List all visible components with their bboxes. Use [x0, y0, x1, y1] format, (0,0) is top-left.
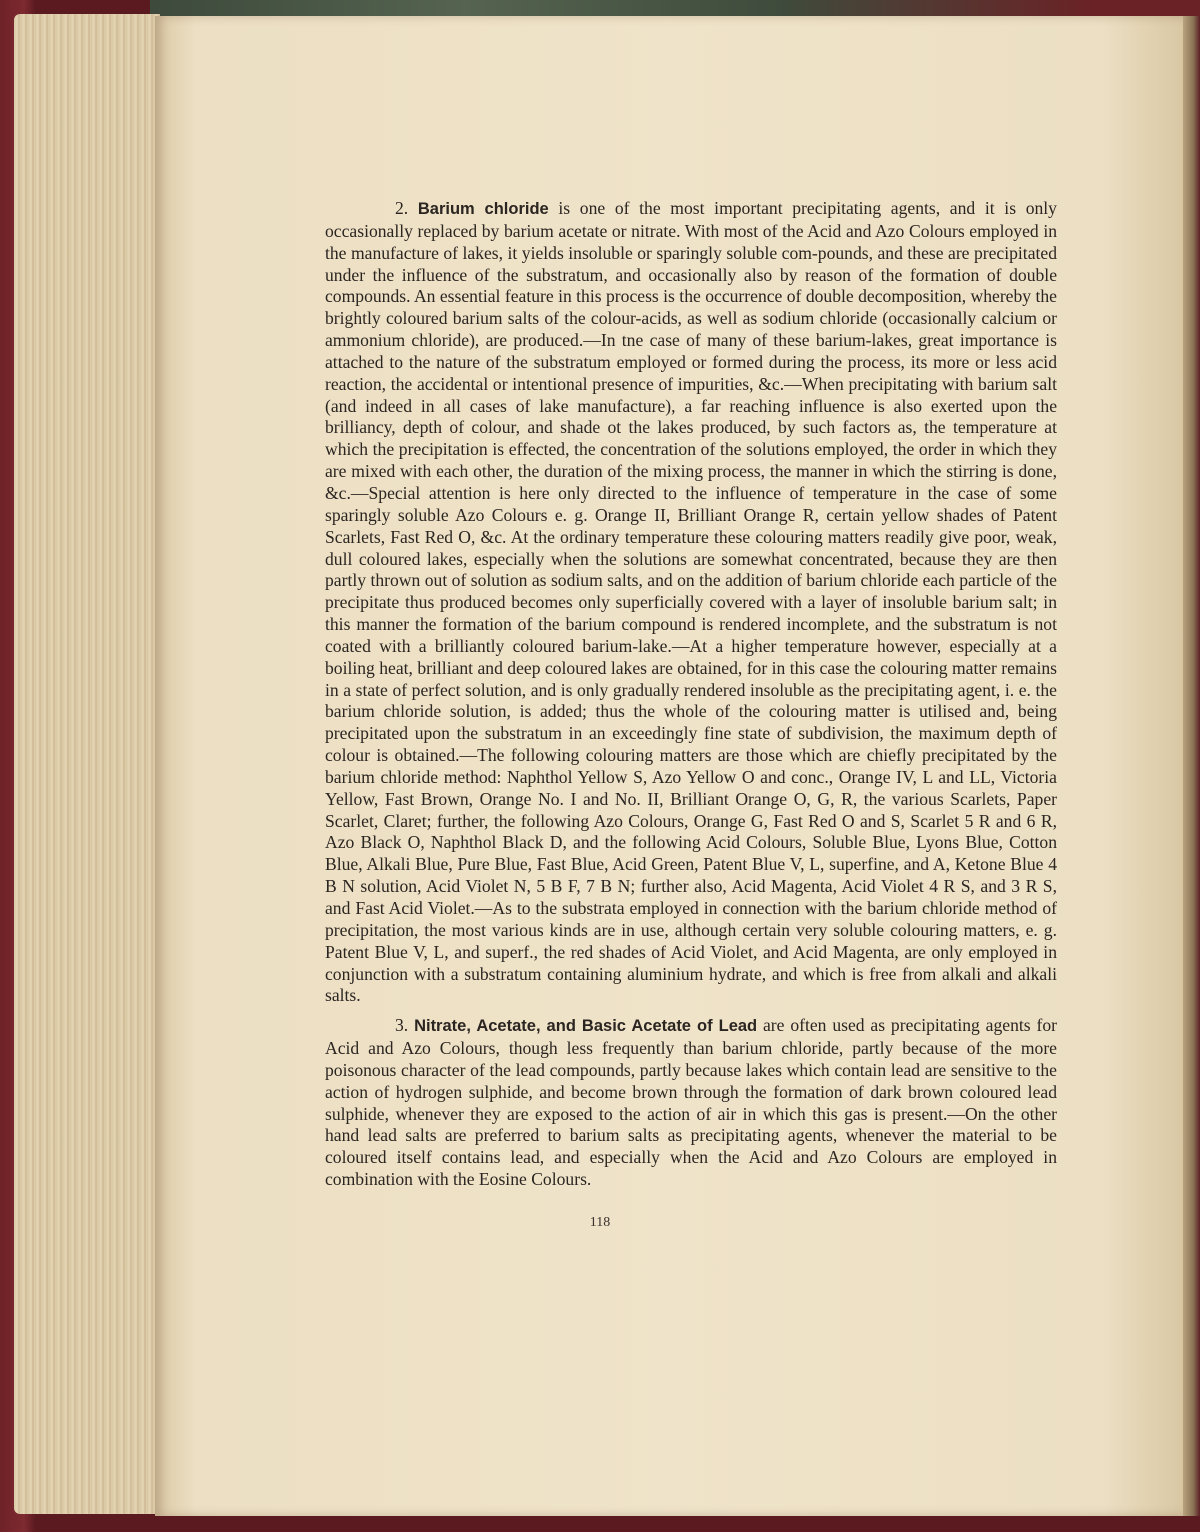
page-number: 118 — [589, 1215, 611, 1230]
paragraph-number: 2. — [395, 198, 409, 218]
paragraph-heading: Nitrate, Acetate, and Basic Acetate of Lead — [414, 1017, 758, 1036]
paragraph-body: is one of the most important precipitating agents, and it is only occasionally replaced by barium acetate or nitrate. With most of the Acid and Azo Colours employed in the manufacture of lakes, it yields insoluble or sparingly soluble com-pounds, and these are precipitated under the influence of the substratum, and occasionally also by reason of the formation of double compounds. An essential feature in this process is the occurrence of double decomposition, whereby the brightly coloured barium salts of the colour-acids, as well as sodium chloride (occasionally calcium or ammonium chloride), are produced.—In tne case of many of these barium-lakes, great importance is attached to the nature of the substratum employed or formed during the process, its more or less acid reaction, the accidental or intentional presence of impurities, &c.—When precipitating with barium salt (and indeed in all cases of lake manufacture), a far reaching influence is also exerted upon the brilliancy, depth of colour, and shade ot the lakes produced, by such factors as, the temperature at which the precipitation is effected, the concentration of the solutions employed, the order in which they are mixed with each other, the duration of the mixing process, the manner in which the stirring is done, &c.—Special attention is here only directed to the influence of temperature in the case of some sparingly soluble Azo Colours e. g. Orange II, Brilliant Orange R, certain yellow shades of Patent Scarlets, Fast Red O, &c. At the ordinary temperature these colouring matters readily give poor, weak, dull coloured lakes, especially when the solutions are somewhat concentrated, because they are then partly thrown out of solution as sodium salts, and on the addition of barium chloride each particle of the precipitate thus produced becomes only superficially covered with a layer of insoluble barium salt; in this manner the formation of the barium compound is rendered incomplete, and the substratum is not coated with a brilliantly coloured barium-lake.—At a higher temperature however, especially at a boiling heat, brilliant and deep coloured lakes are obtained, for in this case the colouring matter remains in a state of perfect solution, and is only gradually rendered insoluble as the precipitating agent, i. e. the barium chloride solution, is added; thus the whole of the colouring matter is utilised and, being precipitated upon the substratum in an exceedingly fine state of subdivision, the maximum depth of colour is obtained.—The following colouring matters are those which are chiefly precipitated by the barium chloride method: Naphthol Yellow S, Azo Yellow O and conc., Orange IV, L and LL, Victoria Yellow, Fast Brown, Orange No. I and No. II, Brilliant Orange O, G, R, the various Scarlets, Paper Scarlet, Claret; further, the following Azo Colours, Orange G, Fast Red O and S, Scarlet 5 R and 6 R, Azo Black O, Naphthol Black D, and the following Acid Colours, Soluble Blue, Lyons Blue, Cotton Blue, Alkali Blue, Pure Blue, Fast Blue, Acid Green, Patent Blue V, L, superfine, and A, Ketone Blue 4 B N solution, Acid Violet N, 5 B F, 7 B N; further also, Acid Magenta, Acid Violet 4 R S, and 3 R S, and Fast Acid Violet.—As to the substrata employed in connection with the barium chloride method of precipitation, the most various kinds are in use, although certain very soluble colouring matters, e. g. Patent Blue V, L, and superf., the red shades of Acid Violet, and Acid Magenta, are only employed in conjunction with a substratum containing aluminium hydrate, and which is free from alkali and alkali salts. — [325, 198, 1057, 1006]
paragraph-lead-salts — [325, 1015, 1057, 1191]
paragraph-number: 3. — [395, 1015, 409, 1036]
paragraph-body: are often used as precipitating agents for Acid and Azo Colours, though less frequently than barium chloride, partly because of the more poisonous character of the lead compounds, partly because lakes which contain lead are sensitive to the action of hydrogen sulphide, and become brown through the formation of dark brown coloured lead sulphide, whenever they are exposed to the action of air in which this gas is present.—On the other hand lead salts are preferred to barium salts as precipitating agents, whenever the material to be coloured itself contains lead, and especially when the Acid and Azo Colours are employed in combination with the Eosine Colours. — [325, 1015, 1057, 1190]
right-page-edge — [1183, 16, 1200, 1516]
paragraph-heading: Barium chloride — [417, 200, 549, 218]
paragraph-barium-chloride — [325, 198, 1057, 1007]
page-text — [325, 198, 1057, 1191]
page-stack-edges — [14, 14, 160, 1514]
